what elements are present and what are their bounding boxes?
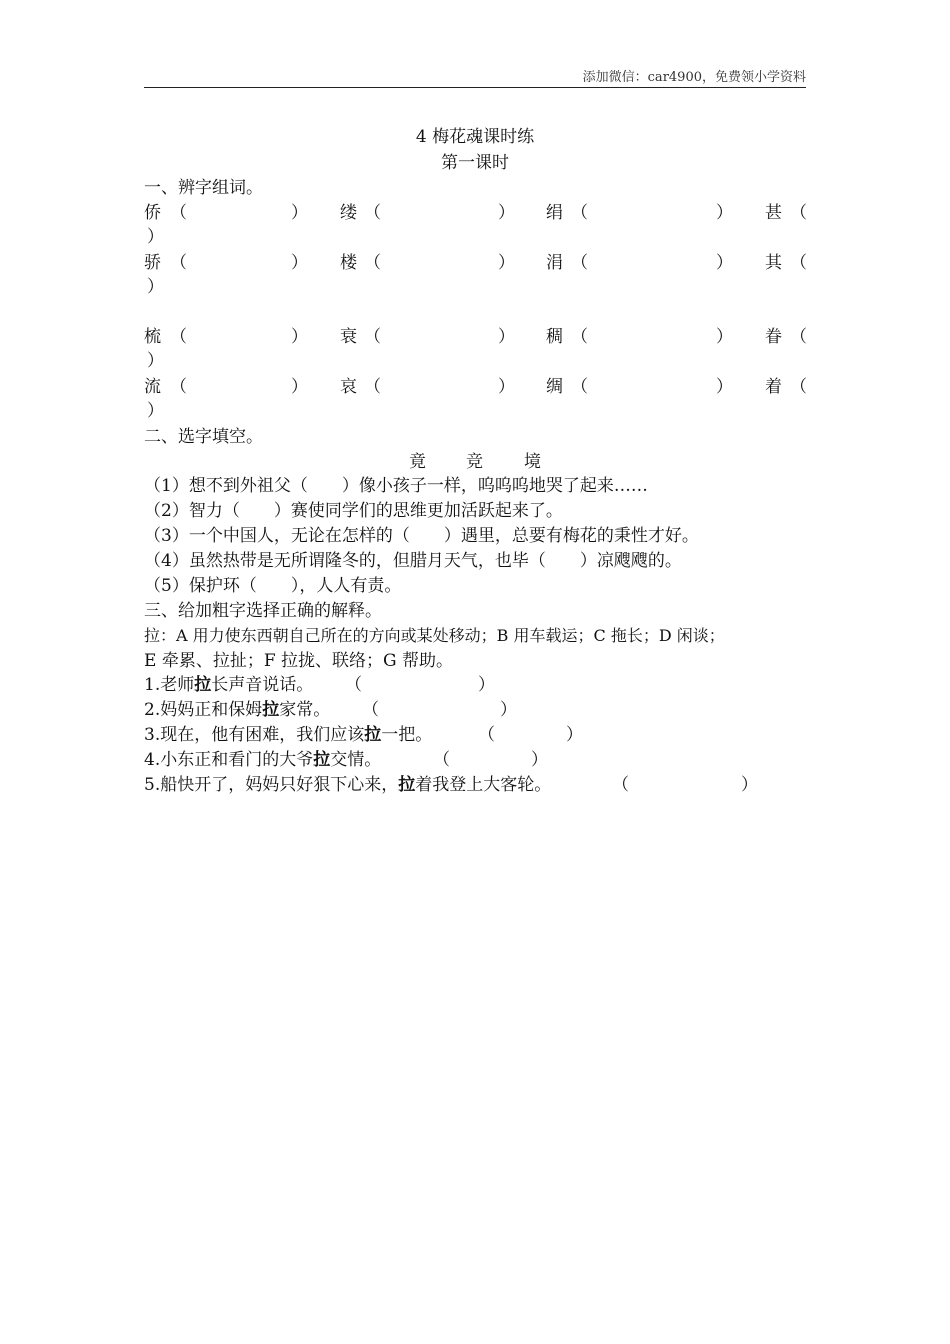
blank-close: ） bbox=[566, 725, 583, 745]
question-text: 着我登上大客轮。 bbox=[415, 775, 552, 795]
bold-char: 拉 bbox=[194, 675, 212, 695]
char-item: 绢 bbox=[546, 203, 563, 223]
blank-open: （ bbox=[612, 775, 629, 795]
blank-open: （ bbox=[364, 327, 381, 347]
header-rule bbox=[144, 87, 806, 88]
fill-item: （4）虽然热带是无所谓隆冬的，但腊月天气，也毕（ ）凉飕飕的。 bbox=[144, 551, 682, 571]
question-text: 长声音说话。 bbox=[211, 675, 314, 695]
blank-open: （ bbox=[571, 253, 588, 273]
choice-char: 竞 bbox=[466, 452, 483, 472]
question-text: 一把。 bbox=[381, 725, 433, 745]
question-text: 5.船快开了，妈妈只好狠下心来， bbox=[144, 775, 399, 795]
bold-char: 拉 bbox=[364, 725, 382, 745]
choice-char: 竟 bbox=[409, 452, 426, 472]
blank-close: ） bbox=[498, 377, 515, 397]
char-item: 着 bbox=[765, 377, 782, 397]
page-title: 4 梅花魂课时练 bbox=[415, 127, 535, 147]
char-item: 绸 bbox=[546, 377, 563, 397]
blank-open: （ bbox=[170, 377, 187, 397]
blank-close: ） bbox=[498, 253, 515, 273]
char-item: 衰 bbox=[340, 327, 357, 347]
char-item: 缕 bbox=[340, 203, 357, 223]
blank-close: ） bbox=[291, 377, 308, 397]
blank-close: ） bbox=[741, 775, 758, 795]
blank-open: （ bbox=[433, 750, 450, 770]
header-note: 添加微信：car4900，免费领小学资料 bbox=[582, 70, 806, 85]
char-item: 梳 bbox=[144, 327, 161, 347]
blank-open: （ bbox=[362, 700, 379, 720]
blank-open: （ bbox=[571, 203, 588, 223]
definition-line: 拉：A 用力使东西朝自己所在的方向或某处移动；B 用车载运；C 拖长；D 闲谈； bbox=[144, 626, 725, 645]
blank-close: ） bbox=[147, 351, 164, 371]
blank-close: ） bbox=[291, 203, 308, 223]
definition-line: E 牵累、拉扯；F 拉拢、联络；G 帮助。 bbox=[144, 651, 453, 671]
bold-char: 拉 bbox=[398, 775, 416, 795]
blank-open: （ bbox=[790, 253, 807, 273]
char-item: 稠 bbox=[546, 327, 563, 347]
blank-open: （ bbox=[364, 203, 381, 223]
blank-close: ） bbox=[498, 203, 515, 223]
fill-item: （5）保护环（ ），人人有责。 bbox=[144, 576, 402, 596]
char-item: 眷 bbox=[765, 327, 782, 347]
blank-close: ） bbox=[147, 227, 164, 247]
blank-open: （ bbox=[170, 203, 187, 223]
blank-close: ） bbox=[500, 700, 517, 720]
blank-open: （ bbox=[571, 327, 588, 347]
fill-item: （2）智力（ ）赛使同学们的思维更加活跃起来了。 bbox=[144, 501, 563, 521]
blank-close: ） bbox=[716, 253, 733, 273]
blank-open: （ bbox=[571, 377, 588, 397]
char-item: 侨 bbox=[144, 203, 161, 223]
question-text: 交情。 bbox=[330, 750, 382, 770]
blank-open: （ bbox=[170, 253, 187, 273]
section2-heading: 二、选字填空。 bbox=[144, 427, 263, 447]
page-subtitle: 第一课时 bbox=[441, 153, 509, 173]
blank-open: （ bbox=[364, 377, 381, 397]
blank-open: （ bbox=[790, 203, 807, 223]
blank-open: （ bbox=[790, 327, 807, 347]
blank-close: ） bbox=[147, 277, 164, 297]
blank-close: ） bbox=[716, 203, 733, 223]
bold-char: 拉 bbox=[262, 700, 280, 720]
blank-open: （ bbox=[345, 675, 362, 695]
choice-char: 境 bbox=[524, 452, 541, 472]
blank-close: ） bbox=[531, 750, 548, 770]
char-item: 甚 bbox=[765, 203, 782, 223]
blank-open: （ bbox=[790, 377, 807, 397]
char-item: 涓 bbox=[546, 253, 563, 273]
char-item: 楼 bbox=[340, 253, 357, 273]
blank-close: ） bbox=[716, 377, 733, 397]
fill-item: （1）想不到外祖父（ ）像小孩子一样，呜呜呜地哭了起来…… bbox=[144, 476, 648, 496]
question-text: 1.老师 bbox=[144, 675, 195, 695]
bold-char: 拉 bbox=[313, 750, 331, 770]
question-text: 3.现在，他有困难，我们应该 bbox=[144, 725, 365, 745]
question-text: 2.妈妈正和保姆 bbox=[144, 700, 263, 720]
char-item: 流 bbox=[144, 377, 161, 397]
section1-heading: 一、辨字组词。 bbox=[144, 178, 263, 198]
blank-open: （ bbox=[170, 327, 187, 347]
blank-close: ） bbox=[147, 401, 164, 421]
blank-close: ） bbox=[716, 327, 733, 347]
char-item: 哀 bbox=[340, 377, 357, 397]
blank-open: （ bbox=[364, 253, 381, 273]
blank-open: （ bbox=[478, 725, 495, 745]
question-text: 4.小东正和看门的大爷 bbox=[144, 750, 314, 770]
fill-item: （3）一个中国人，无论在怎样的（ ）遇里，总要有梅花的秉性才好。 bbox=[144, 526, 699, 546]
blank-close: ） bbox=[291, 327, 308, 347]
section3-heading: 三、给加粗字选择正确的解释。 bbox=[144, 601, 382, 621]
question-text: 家常。 bbox=[279, 700, 331, 720]
char-item: 骄 bbox=[144, 253, 161, 273]
blank-close: ） bbox=[498, 327, 515, 347]
char-item: 其 bbox=[765, 253, 782, 273]
blank-close: ） bbox=[478, 675, 495, 695]
blank-close: ） bbox=[291, 253, 308, 273]
